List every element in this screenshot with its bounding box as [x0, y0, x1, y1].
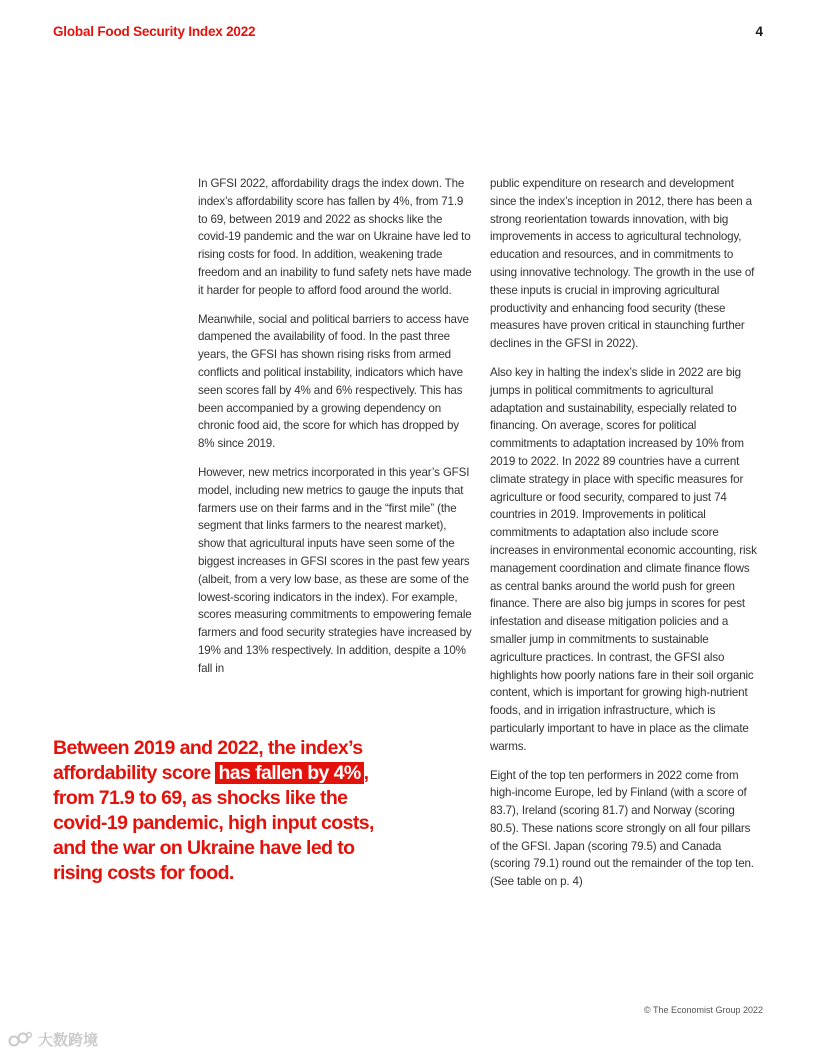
page-number: 4 [755, 24, 763, 39]
pull-quote-highlight: has fallen by 4% [215, 762, 363, 784]
watermark-text: 大数跨境 [38, 1032, 99, 1049]
left-text-column [198, 175, 473, 689]
watermark-logo-icon [8, 1031, 34, 1049]
body-paragraph: However, new metrics incorporated in this year’s GFSI model, including new metrics to gauge the inputs that farmers use on their farms and in the “first mile” (the segment that links farmers to the nearest market), show that agricultural inputs have seen some of the biggest increases in GFSI scores in the past few years (albeit, from a very low base, as these are some of the lowest-scoring indicators in the index). For example, scores measuring commitments to empowering female farmers and food security strategies have increased by 19% and 13% respectively. In addition, despite a 10% fall in [198, 465, 472, 675]
body-paragraph: Eight of the top ten performers in 2022 come from high-income Europe, led by Finland (with a score of 83.7), Ireland (scoring 81.7) and Norway (scoring 80.5). These nations score strongly on all four pillars of the GFSI. Japan (scoring 79.5) and Canada (scoring 79.1) round out the remainder of the top ten. (See table on p. 4) [490, 768, 754, 889]
pull-quote-text-end: , from 71.9 to 69, as shocks like the covid-19 pandemic, high input costs, and the war on Ukraine have led to rising costs for food. [53, 762, 374, 884]
right-text-column [490, 175, 762, 902]
watermark [8, 1029, 98, 1050]
body-paragraph: In GFSI 2022, affordability drags the index down. The index’s affordability score has fallen by 4%, from 71.9 to 69, between 2019 and 2022 as shocks like the covid-19 pandemic and the war on Ukraine have led to rising costs for food. In addition, weakening trade freedom and an inability to fund safety nets have made it harder for people to afford food around the world. [198, 177, 472, 297]
body-paragraph: public expenditure on research and development since the index’s inception in 2012, there has been a strong reorientation towards innovation, with big improvements in access to agricultural technology, education and resources, and in commitments to using innovative technology. The growth in the use of these inputs is crucial in improving agricultural productivity and enhancing food security (these measures have proven critical in staunching further declines in the GFSI in 2022). [490, 177, 755, 351]
document-header-title: Global Food Security Index 2022 [53, 24, 256, 39]
footer-copyright: © The Economist Group 2022 [643, 1005, 763, 1015]
pull-quote [53, 736, 398, 886]
body-paragraph: Meanwhile, social and political barriers to access have dampened the availability of food. In the past three years, the GFSI has shown rising risks from armed conflicts and political instability, indicators which have seen scores fall by 4% and 6% respectively. This has been accompanied by a growing dependency on chronic food aid, the score for which has dropped by 8% since 2019. [198, 312, 469, 451]
pull-quote-text-start: Between 2019 and 2022, the index’s affordability score [53, 737, 363, 784]
body-paragraph: Also key in halting the index’s slide in 2022 are big jumps in political commitments to agricultural adaptation and sustainability, especially related to financing. On average, scores for political commitments to adaptation increased by 10% from 2019 to 2022. In 2022 89 countries have a current climate strategy in place with specific measures for agriculture or food security, compared to just 74 countries in 2019. Improvements in political commitments to adaptation also include score increases in environmental economic accounting, risk management coordination and climate finance flows as central banks around the world push for green finance. There are also big jumps in scores for pest infestation and disease mitigation policies and a smaller jump in commitments to sustainable agriculture practices. In contrast, the GFSI also highlights how poorly nations fare in their soil organic content, which is important for growing high-nutrient foods, and in irrigation infrastructure, which is particularly important to have in place as the climate warms. [490, 365, 757, 753]
